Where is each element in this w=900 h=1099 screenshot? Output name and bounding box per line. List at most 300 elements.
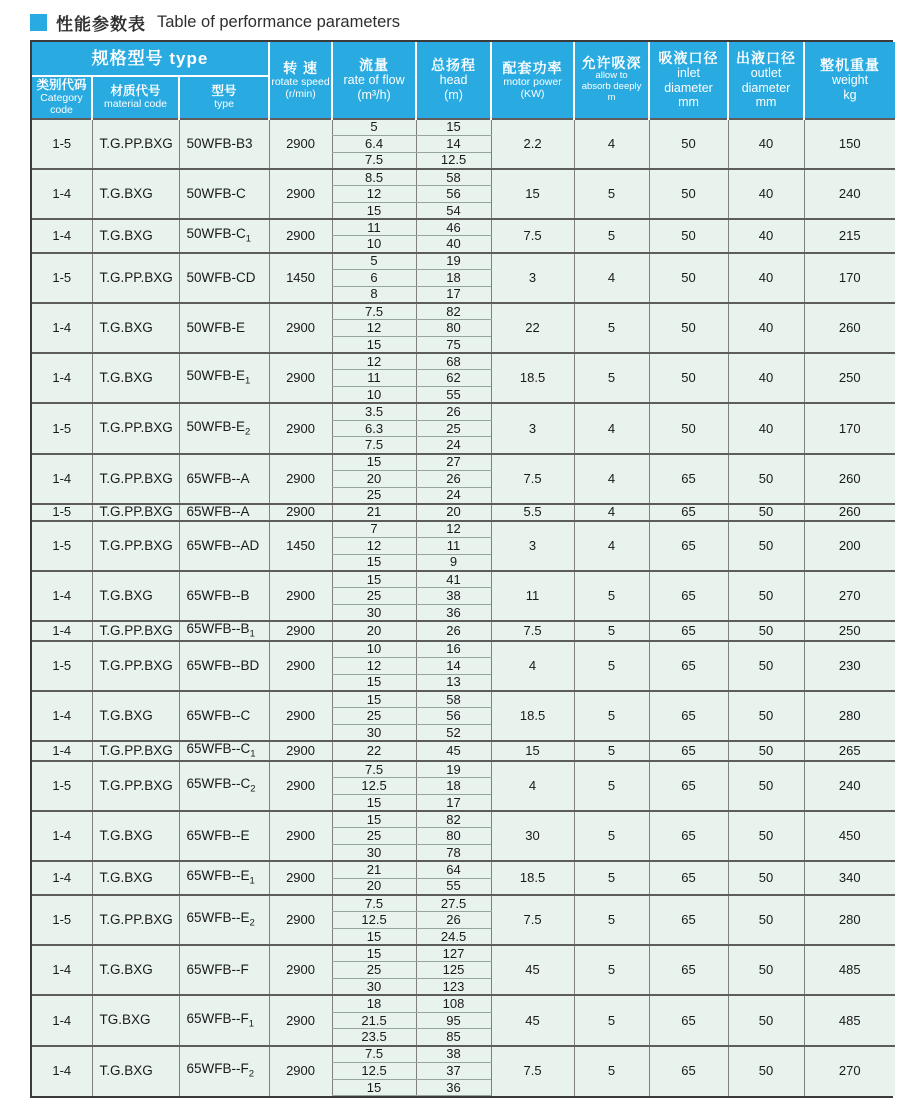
power-cell: 18.5	[491, 691, 574, 741]
weight-cell: 150	[804, 119, 895, 169]
weight-cell: 240	[804, 761, 895, 811]
head-cell: 12.5	[416, 152, 491, 169]
pump-row-group	[32, 454, 895, 504]
head-cell: 82	[416, 303, 491, 320]
category-cell: 1-4	[32, 621, 92, 641]
inlet-cell: 65	[649, 641, 728, 691]
depth-cell: 5	[574, 691, 649, 741]
material-cell: T.G.BXG	[92, 861, 179, 895]
head-cell: 26	[416, 403, 491, 420]
depth-cell: 5	[574, 353, 649, 403]
flow-cell: 11	[332, 219, 416, 236]
table-row	[32, 621, 895, 641]
power-cell: 11	[491, 571, 574, 621]
flow-cell: 15	[332, 674, 416, 691]
flow-cell: 18	[332, 995, 416, 1012]
head-cell: 26	[416, 621, 491, 641]
table-row	[32, 219, 895, 236]
head-cell: 27	[416, 454, 491, 471]
table-row	[32, 303, 895, 320]
header-allow-absorb-depth: 允许吸深 allow to absorb deeply m	[574, 42, 649, 119]
inlet-cell: 65	[649, 504, 728, 521]
head-cell: 36	[416, 1079, 491, 1096]
flow-cell: 15	[332, 928, 416, 945]
power-cell: 30	[491, 811, 574, 861]
head-cell: 85	[416, 1029, 491, 1046]
category-cell: 1-4	[32, 303, 92, 353]
category-cell: 1-4	[32, 861, 92, 895]
depth-cell: 5	[574, 303, 649, 353]
depth-cell: 5	[574, 641, 649, 691]
material-cell: T.G.PP.BXG	[92, 454, 179, 504]
head-cell: 55	[416, 387, 491, 404]
flow-cell: 15	[332, 571, 416, 588]
table-row	[32, 761, 895, 778]
inlet-cell: 65	[649, 861, 728, 895]
flow-cell: 7.5	[332, 303, 416, 320]
power-cell: 7.5	[491, 895, 574, 945]
weight-cell: 485	[804, 995, 895, 1045]
head-cell: 9	[416, 554, 491, 571]
outlet-cell: 40	[728, 253, 804, 303]
power-cell: 45	[491, 945, 574, 995]
pump-row-group	[32, 504, 895, 521]
depth-cell: 4	[574, 253, 649, 303]
head-cell: 68	[416, 353, 491, 370]
head-cell: 17	[416, 794, 491, 811]
flow-cell: 5	[332, 119, 416, 136]
flow-cell: 12.5	[332, 1062, 416, 1079]
outlet-cell: 50	[728, 504, 804, 521]
header-outlet-diameter: 出液口径 outlet diameter mm	[728, 42, 804, 119]
head-cell: 46	[416, 219, 491, 236]
category-cell: 1-5	[32, 403, 92, 453]
table-row	[32, 521, 895, 538]
material-cell: T.G.PP.BXG	[92, 403, 179, 453]
table-row	[32, 895, 895, 912]
power-cell: 3	[491, 403, 574, 453]
table-header	[32, 42, 895, 119]
outlet-cell: 50	[728, 741, 804, 761]
flow-cell: 22	[332, 741, 416, 761]
head-cell: 25	[416, 420, 491, 437]
material-cell: T.G.BXG	[92, 219, 179, 253]
type-cell: $50WFB-C_1$	[179, 219, 269, 253]
power-cell: 22	[491, 303, 574, 353]
type-cell: $50WFB-E_2$	[179, 403, 269, 453]
head-cell: 24	[416, 437, 491, 454]
speed-cell: 2900	[269, 761, 332, 811]
speed-cell: 2900	[269, 119, 332, 169]
flow-cell: 21.5	[332, 1012, 416, 1029]
pump-row-group	[32, 761, 895, 811]
speed-cell: 2900	[269, 895, 332, 945]
power-cell: 4	[491, 641, 574, 691]
pump-row-group	[32, 521, 895, 571]
flow-cell: 12	[332, 320, 416, 337]
head-cell: 54	[416, 202, 491, 219]
speed-cell: 2900	[269, 504, 332, 521]
weight-cell: 230	[804, 641, 895, 691]
outlet-cell: 40	[728, 403, 804, 453]
material-cell: T.G.PP.BXG	[92, 895, 179, 945]
flow-cell: 21	[332, 861, 416, 878]
type-cell: $65WFB--E_2$	[179, 895, 269, 945]
performance-table-frame	[30, 40, 893, 1098]
pump-row-group	[32, 895, 895, 945]
flow-cell: 15	[332, 1079, 416, 1096]
head-cell: 12	[416, 521, 491, 538]
inlet-cell: 50	[649, 253, 728, 303]
head-cell: 75	[416, 336, 491, 353]
head-cell: 80	[416, 320, 491, 337]
type-cell: 65WFB--AD	[179, 521, 269, 571]
speed-cell: 1450	[269, 253, 332, 303]
power-cell: 18.5	[491, 353, 574, 403]
head-cell: 15	[416, 119, 491, 136]
flow-cell: 23.5	[332, 1029, 416, 1046]
head-cell: 41	[416, 571, 491, 588]
flow-cell: 5	[332, 253, 416, 270]
flow-cell: 11	[332, 370, 416, 387]
header-motor-power: 配套功率 motor power (KW)	[491, 42, 574, 119]
speed-cell: 2900	[269, 691, 332, 741]
table-row	[32, 403, 895, 420]
weight-cell: 450	[804, 811, 895, 861]
category-cell: 1-4	[32, 995, 92, 1045]
flow-cell: 12.5	[332, 912, 416, 929]
page-title-en: Table of performance parameters	[157, 12, 401, 31]
inlet-cell: 65	[649, 761, 728, 811]
pump-row-group	[32, 219, 895, 253]
head-cell: 95	[416, 1012, 491, 1029]
material-cell: T.G.BXG	[92, 353, 179, 403]
power-cell: 15	[491, 169, 574, 219]
speed-cell: 2900	[269, 811, 332, 861]
head-cell: 64	[416, 861, 491, 878]
power-cell: 4	[491, 761, 574, 811]
inlet-cell: 65	[649, 945, 728, 995]
pump-row-group	[32, 641, 895, 691]
flow-cell: 15	[332, 336, 416, 353]
power-cell: 45	[491, 995, 574, 1045]
flow-cell: 12.5	[332, 778, 416, 795]
flow-cell: 15	[332, 691, 416, 708]
flow-cell: 10	[332, 387, 416, 404]
type-cell: 50WFB-B3	[179, 119, 269, 169]
material-cell: T.G.BXG	[92, 303, 179, 353]
outlet-cell: 50	[728, 621, 804, 641]
table-row	[32, 119, 895, 136]
speed-cell: 2900	[269, 861, 332, 895]
head-cell: 45	[416, 741, 491, 761]
material-cell: TG.BXG	[92, 995, 179, 1045]
flow-cell: 20	[332, 878, 416, 895]
power-cell: 2.2	[491, 119, 574, 169]
speed-cell: 2900	[269, 621, 332, 641]
header-material-code: 材质代号 material code	[92, 76, 179, 119]
speed-cell: 2900	[269, 1046, 332, 1096]
table-row	[32, 454, 895, 471]
pump-row-group	[32, 1046, 895, 1096]
category-cell: 1-4	[32, 169, 92, 219]
category-cell: 1-5	[32, 761, 92, 811]
outlet-cell: 50	[728, 571, 804, 621]
inlet-cell: 65	[649, 811, 728, 861]
flow-cell: 7.5	[332, 152, 416, 169]
outlet-cell: 50	[728, 995, 804, 1045]
outlet-cell: 50	[728, 811, 804, 861]
type-cell: 65WFB--A	[179, 454, 269, 504]
outlet-cell: 50	[728, 641, 804, 691]
outlet-cell: 50	[728, 945, 804, 995]
flow-cell: 30	[332, 845, 416, 862]
depth-cell: 4	[574, 119, 649, 169]
head-cell: 13	[416, 674, 491, 691]
speed-cell: 2900	[269, 303, 332, 353]
power-cell: 15	[491, 741, 574, 761]
type-cell: $65WFB--F_2$	[179, 1046, 269, 1096]
weight-cell: 215	[804, 219, 895, 253]
type-cell: 65WFB--B	[179, 571, 269, 621]
material-cell: T.G.PP.BXG	[92, 119, 179, 169]
material-cell: T.G.BXG	[92, 691, 179, 741]
depth-cell: 5	[574, 1046, 649, 1096]
pump-row-group	[32, 169, 895, 219]
speed-cell: 2900	[269, 454, 332, 504]
material-cell: T.G.PP.BXG	[92, 521, 179, 571]
head-cell: 108	[416, 995, 491, 1012]
flow-cell: 25	[332, 828, 416, 845]
inlet-cell: 65	[649, 521, 728, 571]
flow-cell: 30	[332, 979, 416, 996]
header-weight: 整机重量 weight kg	[804, 42, 895, 119]
outlet-cell: 40	[728, 303, 804, 353]
inlet-cell: 50	[649, 169, 728, 219]
depth-cell: 5	[574, 895, 649, 945]
table-row	[32, 861, 895, 878]
material-cell: T.G.PP.BXG	[92, 621, 179, 641]
category-cell: 1-5	[32, 119, 92, 169]
flow-cell: 15	[332, 811, 416, 828]
pump-row-group	[32, 353, 895, 403]
speed-cell: 2900	[269, 169, 332, 219]
pump-row-group	[32, 303, 895, 353]
speed-cell: 1450	[269, 521, 332, 571]
material-cell: T.G.BXG	[92, 169, 179, 219]
head-cell: 38	[416, 588, 491, 605]
flow-cell: 25	[332, 708, 416, 725]
speed-cell: 2900	[269, 353, 332, 403]
power-cell: 7.5	[491, 621, 574, 641]
inlet-cell: 65	[649, 1046, 728, 1096]
flow-cell: 10	[332, 641, 416, 658]
pump-row-group	[32, 253, 895, 303]
flow-cell: 15	[332, 202, 416, 219]
head-cell: 24	[416, 487, 491, 504]
outlet-cell: 50	[728, 761, 804, 811]
depth-cell: 5	[574, 169, 649, 219]
outlet-cell: 50	[728, 895, 804, 945]
flow-cell: 15	[332, 945, 416, 962]
outlet-cell: 40	[728, 119, 804, 169]
power-cell: 5.5	[491, 504, 574, 521]
type-cell: 65WFB--C	[179, 691, 269, 741]
depth-cell: 5	[574, 761, 649, 811]
flow-cell: 20	[332, 470, 416, 487]
pump-row-group	[32, 403, 895, 453]
pump-row-group	[32, 691, 895, 741]
page-title-zh: 性能参数表	[56, 14, 146, 34]
flow-cell: 25	[332, 962, 416, 979]
head-cell: 17	[416, 286, 491, 303]
header-head: 总扬程 head (m)	[416, 42, 491, 119]
type-cell: 50WFB-E	[179, 303, 269, 353]
depth-cell: 4	[574, 521, 649, 571]
weight-cell: 200	[804, 521, 895, 571]
category-cell: 1-5	[32, 641, 92, 691]
head-cell: 27.5	[416, 895, 491, 912]
depth-cell: 4	[574, 403, 649, 453]
flow-cell: 15	[332, 454, 416, 471]
flow-cell: 25	[332, 487, 416, 504]
head-cell: 56	[416, 186, 491, 203]
flow-cell: 10	[332, 236, 416, 253]
weight-cell: 170	[804, 403, 895, 453]
category-cell: 1-5	[32, 521, 92, 571]
flow-cell: 7.5	[332, 761, 416, 778]
pump-row-group	[32, 571, 895, 621]
type-cell: $65WFB--F_1$	[179, 995, 269, 1045]
header-type-code: 型号 type	[179, 76, 269, 119]
category-cell: 1-5	[32, 253, 92, 303]
material-cell: T.G.BXG	[92, 945, 179, 995]
inlet-cell: 50	[649, 219, 728, 253]
speed-cell: 2900	[269, 403, 332, 453]
outlet-cell: 40	[728, 353, 804, 403]
weight-cell: 250	[804, 621, 895, 641]
inlet-cell: 50	[649, 303, 728, 353]
head-cell: 19	[416, 761, 491, 778]
power-cell: 18.5	[491, 861, 574, 895]
table-row	[32, 353, 895, 370]
head-cell: 56	[416, 708, 491, 725]
pump-row-group	[32, 119, 895, 169]
inlet-cell: 65	[649, 741, 728, 761]
flow-cell: 3.5	[332, 403, 416, 420]
material-cell: T.G.BXG	[92, 571, 179, 621]
header-category-code: 类别代码 Category code	[32, 76, 92, 119]
category-cell: 1-4	[32, 945, 92, 995]
speed-cell: 2900	[269, 571, 332, 621]
depth-cell: 5	[574, 219, 649, 253]
table-row	[32, 1046, 895, 1063]
table-row	[32, 995, 895, 1012]
power-cell: 7.5	[491, 219, 574, 253]
head-cell: 36	[416, 604, 491, 621]
speed-cell: 2900	[269, 945, 332, 995]
inlet-cell: 65	[649, 454, 728, 504]
material-cell: T.G.PP.BXG	[92, 253, 179, 303]
category-cell: 1-4	[32, 1046, 92, 1096]
weight-cell: 250	[804, 353, 895, 403]
head-cell: 55	[416, 878, 491, 895]
category-cell: 1-4	[32, 571, 92, 621]
pump-row-group	[32, 811, 895, 861]
flow-cell: 8.5	[332, 169, 416, 186]
head-cell: 127	[416, 945, 491, 962]
type-cell: $65WFB--C_1$	[179, 741, 269, 761]
inlet-cell: 50	[649, 119, 728, 169]
flow-cell: 12	[332, 537, 416, 554]
head-cell: 26	[416, 470, 491, 487]
type-cell: $65WFB--E_1$	[179, 861, 269, 895]
flow-cell: 7.5	[332, 895, 416, 912]
pump-row-group	[32, 861, 895, 895]
head-cell: 24.5	[416, 928, 491, 945]
flow-cell: 30	[332, 604, 416, 621]
category-cell: 1-4	[32, 219, 92, 253]
weight-cell: 270	[804, 1046, 895, 1096]
head-cell: 20	[416, 504, 491, 521]
type-cell: 65WFB--BD	[179, 641, 269, 691]
weight-cell: 260	[804, 454, 895, 504]
head-cell: 19	[416, 253, 491, 270]
category-cell: 1-4	[32, 353, 92, 403]
table-row	[32, 811, 895, 828]
inlet-cell: 65	[649, 621, 728, 641]
head-cell: 38	[416, 1046, 491, 1063]
flow-cell: 6.3	[332, 420, 416, 437]
header-rotate-speed: 转 速 rotate speed (r/min)	[269, 42, 332, 119]
head-cell: 18	[416, 778, 491, 795]
speed-cell: 2900	[269, 219, 332, 253]
outlet-cell: 40	[728, 219, 804, 253]
performance-table	[32, 42, 895, 1096]
pump-row-group	[32, 995, 895, 1045]
inlet-cell: 50	[649, 403, 728, 453]
head-cell: 52	[416, 724, 491, 741]
type-cell: 65WFB--A	[179, 504, 269, 521]
flow-cell: 6.4	[332, 135, 416, 152]
inlet-cell: 50	[649, 353, 728, 403]
head-cell: 62	[416, 370, 491, 387]
pump-row-group	[32, 945, 895, 995]
flow-cell: 15	[332, 554, 416, 571]
depth-cell: 5	[574, 571, 649, 621]
outlet-cell: 50	[728, 691, 804, 741]
table-row	[32, 691, 895, 708]
flow-cell: 8	[332, 286, 416, 303]
material-cell: T.G.PP.BXG	[92, 641, 179, 691]
inlet-cell: 65	[649, 995, 728, 1045]
head-cell: 16	[416, 641, 491, 658]
table-row	[32, 504, 895, 521]
flow-cell: 7	[332, 521, 416, 538]
material-cell: T.G.PP.BXG	[92, 504, 179, 521]
weight-cell: 280	[804, 895, 895, 945]
table-row	[32, 741, 895, 761]
category-cell: 1-4	[32, 741, 92, 761]
category-cell: 1-4	[32, 691, 92, 741]
flow-cell: 7.5	[332, 437, 416, 454]
outlet-cell: 40	[728, 169, 804, 219]
head-cell: 26	[416, 912, 491, 929]
header-spec-type: 规格型号 type	[32, 42, 269, 76]
head-cell: 78	[416, 845, 491, 862]
category-cell: 1-4	[32, 454, 92, 504]
depth-cell: 5	[574, 995, 649, 1045]
